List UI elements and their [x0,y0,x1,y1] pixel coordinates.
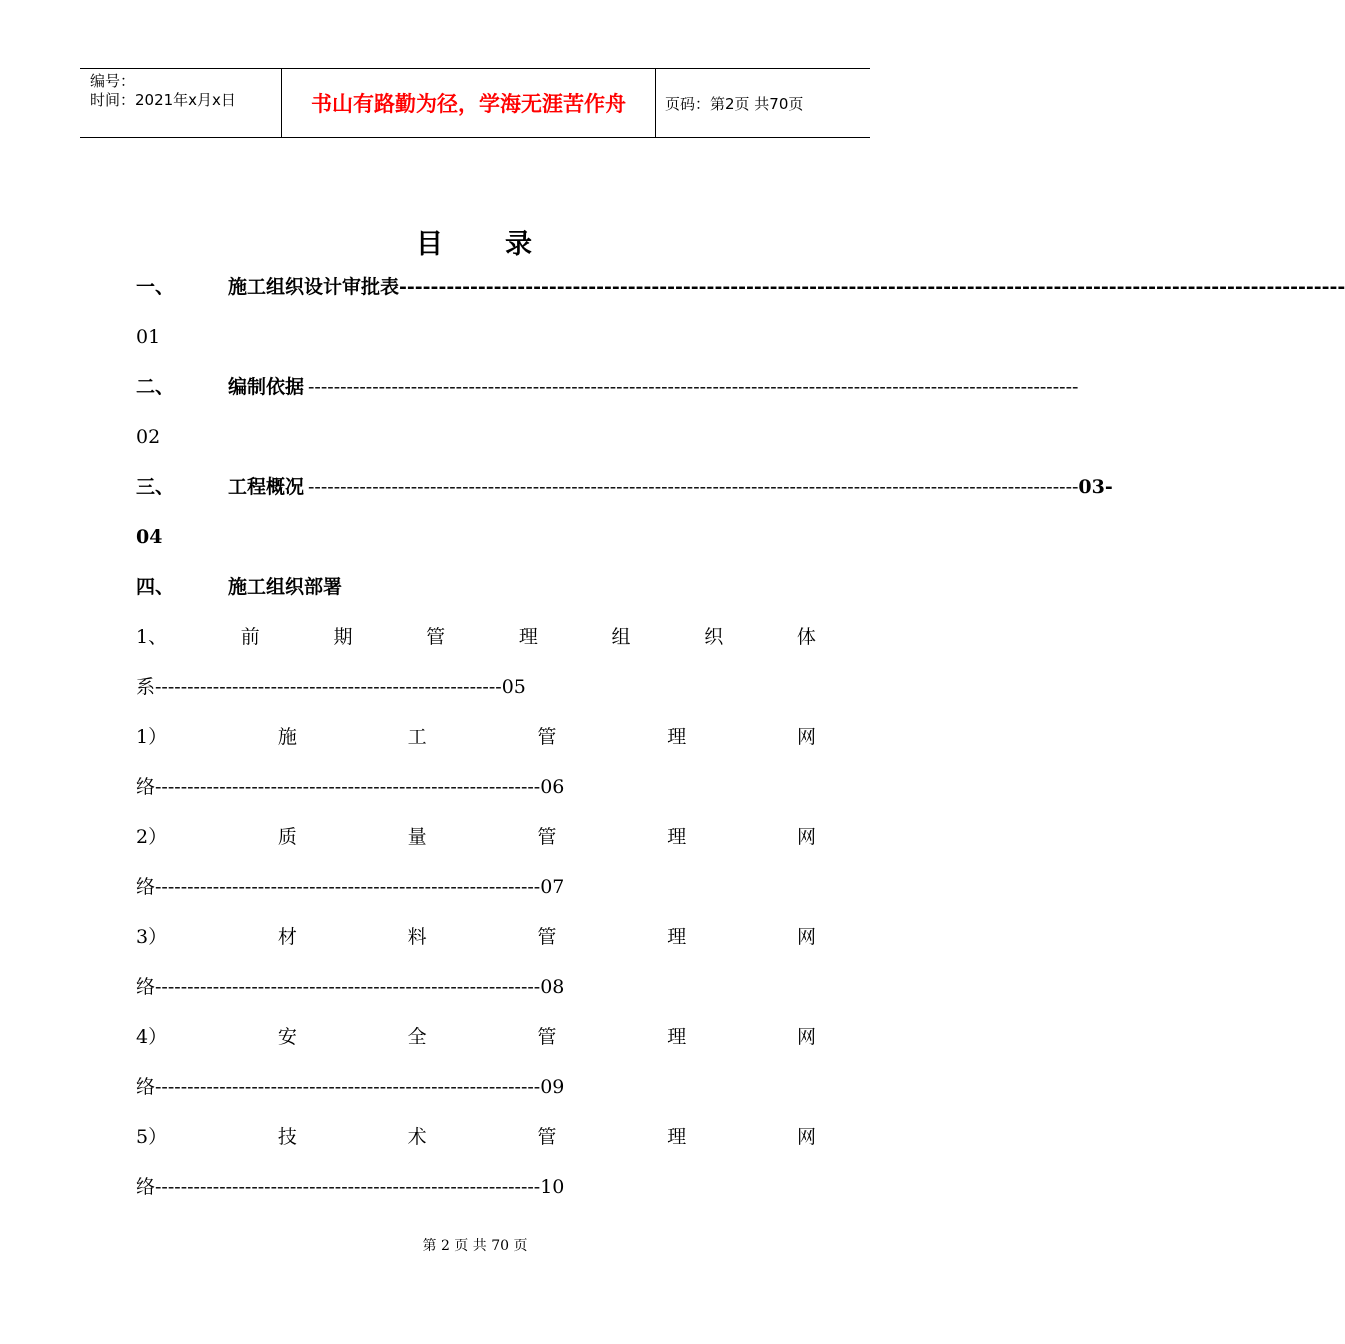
toc-leader-dots: ------------------------------------------------------------ [155,976,541,998]
toc-subentry-number: 2） [136,826,168,848]
page-title-part1: 目 [416,229,445,260]
toc-subentry-char: 组 [611,626,631,648]
toc-subentry-2[interactable] [136,712,816,762]
toc-entry-page-continued: 04 [136,526,163,548]
toc-leader-dots: ------------------------------------------------------------ [155,1176,541,1198]
toc-subentry-1-page-line [136,662,816,712]
toc-subentry-char: 术 [407,1126,427,1148]
toc-subentry-number: 5） [136,1126,168,1148]
toc-leader-dots: ------------------------------------------------------------ [155,1076,541,1098]
toc-subentry-char: 网 [796,926,816,948]
toc-subentry-page: 08 [540,976,565,998]
toc-subentry-6-page-line [136,1162,816,1212]
table-of-contents [136,262,1345,1212]
toc-entry-number: 一、 [136,276,175,298]
toc-leader-dots: ------------------------------------------------------ [155,676,502,698]
toc-subentry-char: 管 [537,1026,557,1048]
toc-subentry-number: 1） [136,726,168,748]
toc-subentry-char: 施 [277,726,297,748]
toc-subentry-char: 网 [796,1026,816,1048]
toc-subentry-char: 管 [537,1126,557,1148]
toc-entry-title: 工程概况 [228,476,305,498]
toc-entry-page: 03- [1078,476,1113,498]
toc-subentry-char: 网 [796,726,816,748]
toc-entry-title: 施工组织设计审批表 [228,276,400,298]
toc-subentry-char: 质 [277,826,297,848]
toc-subentry-char: 络 [136,1076,156,1098]
toc-subentry-char: 理 [667,1026,687,1048]
toc-subentry-char: 理 [667,826,687,848]
toc-entry-2-page-line [136,412,816,462]
toc-entry-3[interactable] [136,462,1113,512]
toc-subentry-1[interactable] [136,612,816,662]
toc-subentry-5[interactable] [136,1012,816,1062]
toc-subentry-2-page-line [136,762,816,812]
toc-entry-number: 二、 [136,376,175,398]
toc-subentry-char: 工 [407,726,427,748]
toc-entry-4[interactable] [136,562,816,612]
toc-subentry-char: 期 [333,626,353,648]
toc-subentry-char: 体 [796,626,816,648]
header-page-cell [655,69,870,137]
toc-subentry-char: 安 [277,1026,297,1048]
toc-leader-dots: ------------------------------------------------------------------------------------------------------------------------ [308,476,1079,498]
toc-subentry-char: 量 [407,826,427,848]
toc-subentry-char: 络 [136,976,156,998]
toc-subentry-3[interactable] [136,812,816,862]
toc-subentry-char: 理 [667,726,687,748]
toc-subentry-5-page-line [136,1062,816,1112]
document-time-label: 时间：2021年x月x日 [90,91,236,109]
header-page-info: 页码：第2页 共70页 [665,94,804,113]
toc-entry-page: 01 [136,326,161,348]
toc-leader-dots: ------------------------------------------------------------------------------------------------------------------------ [399,276,1345,298]
header-motto: 书山有路勤为径，学海无涯苦作舟 [311,92,626,116]
toc-subentry-char: 系 [136,676,156,698]
toc-subentry-char: 技 [277,1126,297,1148]
toc-subentry-char: 织 [704,626,724,648]
page-title-part2: 录 [505,229,534,260]
toc-subentry-page: 06 [540,776,565,798]
document-header [80,68,870,138]
toc-subentry-4[interactable] [136,912,816,962]
toc-entry-title: 施工组织部署 [228,576,343,598]
toc-entry-number: 四、 [136,576,175,598]
toc-entry-3-page-line [136,512,816,562]
toc-subentry-char: 全 [407,1026,427,1048]
toc-subentry-page: 09 [540,1076,565,1098]
toc-entry-1[interactable] [136,262,1345,312]
toc-subentry-char: 管 [426,626,446,648]
toc-subentry-number: 3） [136,926,168,948]
toc-subentry-char: 料 [407,926,427,948]
header-meta-cell [80,69,281,137]
toc-subentry-number: 4） [136,1026,168,1048]
toc-entry-page: 02 [136,426,161,448]
document-code-label: 编号： [90,72,136,90]
toc-subentry-char: 材 [277,926,297,948]
toc-subentry-char: 理 [667,926,687,948]
toc-subentry-char: 络 [136,1176,156,1198]
toc-subentry-page: 05 [501,676,526,698]
toc-leader-dots: ------------------------------------------------------------ [155,876,541,898]
toc-entry-number: 三、 [136,476,175,498]
toc-subentry-char: 络 [136,776,156,798]
toc-subentry-char: 管 [537,826,557,848]
header-motto-cell [281,69,656,137]
toc-subentry-6[interactable] [136,1112,816,1162]
toc-subentry-char: 管 [537,926,557,948]
toc-subentry-char: 网 [796,1126,816,1148]
page-footer: 第 2 页 共 70 页 [422,1238,528,1254]
toc-subentry-char: 络 [136,876,156,898]
page-title [0,222,950,261]
toc-subentry-char: 理 [518,626,538,648]
toc-subentry-char: 网 [796,826,816,848]
toc-subentry-char: 管 [537,726,557,748]
toc-leader-dots: ------------------------------------------------------------ [155,776,541,798]
toc-subentry-number: 1、 [136,626,168,648]
toc-subentry-4-page-line [136,962,816,1012]
toc-leader-dots: ------------------------------------------------------------------------------------------------------------------------ [308,376,1079,398]
toc-subentry-3-page-line [136,862,816,912]
toc-entry-1-page-line [136,312,816,362]
toc-subentry-page: 10 [540,1176,565,1198]
toc-subentry-char: 理 [667,1126,687,1148]
toc-subentry-page: 07 [540,876,565,898]
toc-entry-title: 编制依据 [228,376,305,398]
toc-entry-2[interactable] [136,362,1079,412]
toc-subentry-char: 前 [240,626,260,648]
